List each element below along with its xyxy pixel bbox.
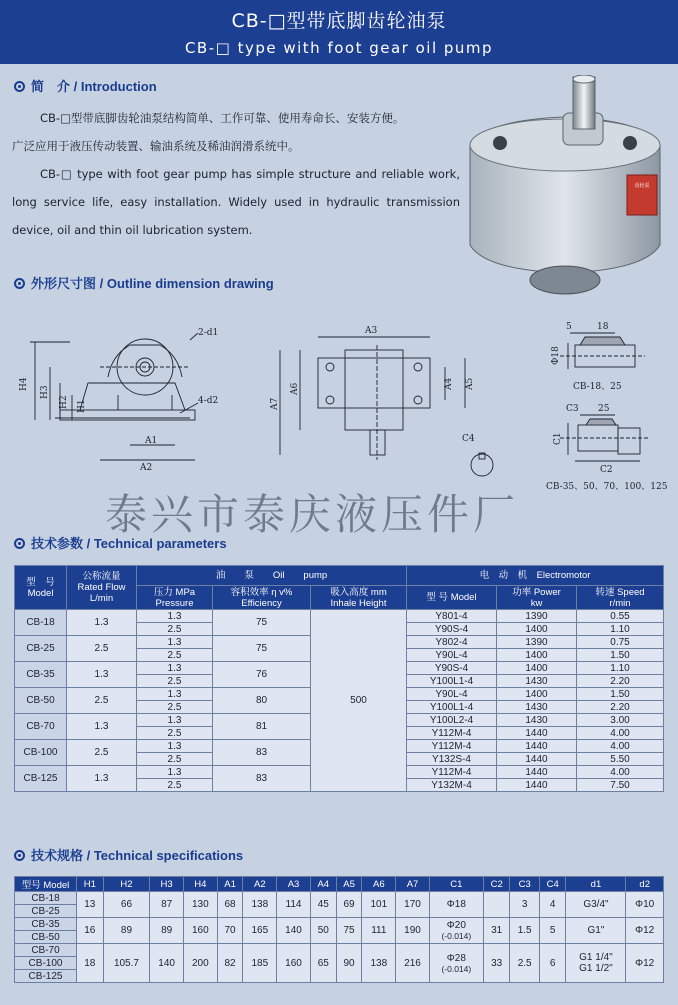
power-cell: 2.20 xyxy=(577,675,664,688)
nameplate xyxy=(627,175,657,215)
spec-c4-cell: 5 xyxy=(539,918,566,944)
spec-value-cell: 82 xyxy=(217,944,243,983)
spec-c3-cell: 2.5 xyxy=(510,944,539,983)
spec-value-cell: 89 xyxy=(150,918,184,944)
spec-header-cell: C1 xyxy=(429,877,483,892)
label-h1: H1 xyxy=(77,399,87,413)
efficiency-cell: 80 xyxy=(213,688,311,714)
label-5: 5 xyxy=(566,322,572,332)
motor-model-cell: Y90L-4 xyxy=(407,688,497,701)
shaft-detail-2 xyxy=(560,415,650,461)
pressure-cell: 1.3 xyxy=(137,636,213,649)
specs-section-title: 技术规格 / Technical specifications xyxy=(14,845,243,864)
power-cell: 0.55 xyxy=(577,610,664,623)
specs-table xyxy=(14,876,664,983)
motor-model-cell: Y100L1-4 xyxy=(407,701,497,714)
spec-value-cell: 45 xyxy=(310,892,336,918)
d1-value: G3/4" xyxy=(583,899,609,910)
label-a1: A1 xyxy=(145,436,158,446)
spec-value-cell: 101 xyxy=(362,892,396,918)
motor-model-cell: Y112M-4 xyxy=(407,727,497,740)
spec-header-cell: A5 xyxy=(336,877,362,892)
c1-tolerance: (-0.014) xyxy=(441,931,472,941)
efficiency-cell: 81 xyxy=(213,714,311,740)
label-a2: A2 xyxy=(140,463,153,473)
pressure-cell: 2.5 xyxy=(137,753,213,766)
inhale-cell: 500 xyxy=(311,610,407,792)
flow-cell: 2.5 xyxy=(67,636,137,662)
spec-value-cell: 170 xyxy=(396,892,430,918)
speed-cell: 1430 xyxy=(497,675,577,688)
speed-cell: 1440 xyxy=(497,766,577,779)
power-cell: 4.00 xyxy=(577,766,664,779)
model-cell: CB-70 xyxy=(15,714,67,740)
motor-model-cell: Y132S-4 xyxy=(407,753,497,766)
spec-d1-cell xyxy=(566,918,626,944)
spec-value-cell: 114 xyxy=(277,892,311,918)
power-cell: 1.10 xyxy=(577,623,664,636)
motor-model-cell: Y801-4 xyxy=(407,610,497,623)
spec-header-cell: d2 xyxy=(626,877,664,892)
spec-value-cell: 185 xyxy=(243,944,277,983)
pressure-cell: 2.5 xyxy=(137,623,213,636)
spec-header-cell: A1 xyxy=(217,877,243,892)
spec-c2-cell: 31 xyxy=(483,918,510,944)
power-cell: 5.50 xyxy=(577,753,664,766)
th-motor-model: 型 号 Model xyxy=(407,586,497,610)
spec-value-cell: 65 xyxy=(310,944,336,983)
label-25: 25 xyxy=(598,404,610,414)
spec-c1-cell xyxy=(429,918,483,944)
spec-value-cell: 140 xyxy=(150,944,184,983)
spec-header-cell: A2 xyxy=(243,877,277,892)
th-pressure: 压力 MPa Pressure xyxy=(137,586,213,610)
nameplate-text: 齿轮泵 xyxy=(634,183,650,189)
speed-cell: 1430 xyxy=(497,714,577,727)
power-cell: 7.50 xyxy=(577,779,664,792)
spec-model-cell: CB-100 xyxy=(15,957,77,970)
spec-d2-cell: Φ12 xyxy=(626,944,664,983)
d1-value: G1 1/2" xyxy=(579,963,613,974)
spec-value-cell: 160 xyxy=(183,918,217,944)
spec-header-cell: A3 xyxy=(277,877,311,892)
spec-header-cell: H4 xyxy=(183,877,217,892)
label-18: 18 xyxy=(597,322,609,332)
efficiency-cell: 83 xyxy=(213,766,311,792)
spec-header-cell: A6 xyxy=(362,877,396,892)
spec-header-cell: C2 xyxy=(483,877,510,892)
spec-value-cell: 160 xyxy=(277,944,311,983)
label-h3: H3 xyxy=(40,385,50,399)
model-cell: CB-100 xyxy=(15,740,67,766)
bullet-icon xyxy=(14,81,25,92)
intro-cn-line2: 广泛应用于液压传动装置、输油系统及稀油润滑系统中。 xyxy=(12,139,300,153)
spec-value-cell: 165 xyxy=(243,918,277,944)
bullet-icon xyxy=(14,538,25,549)
pressure-cell: 2.5 xyxy=(137,779,213,792)
spec-header-cell: H3 xyxy=(150,877,184,892)
c1-tolerance: (-0.014) xyxy=(441,963,472,974)
spec-value-cell: 140 xyxy=(277,918,311,944)
spec-value-cell: 90 xyxy=(336,944,362,983)
params-table xyxy=(14,565,664,792)
spec-value-cell: 16 xyxy=(77,918,104,944)
spec-header-cell: H2 xyxy=(103,877,150,892)
top-view xyxy=(280,337,493,476)
pressure-cell: 1.3 xyxy=(137,740,213,753)
c1-value: Φ20 xyxy=(446,920,466,931)
spec-d1-cell xyxy=(566,892,626,918)
spec-model-cell: CB-18 xyxy=(15,892,77,905)
pressure-cell: 2.5 xyxy=(137,649,213,662)
spec-value-cell: 138 xyxy=(362,944,396,983)
flow-cell: 1.3 xyxy=(67,662,137,688)
spec-c2-cell: 33 xyxy=(483,944,510,983)
intro-cn-line1: CB-□型带底脚齿轮油泵结构简单、工作可靠、使用寿命长、安装方便。 xyxy=(40,111,405,125)
flow-cell: 2.5 xyxy=(67,688,137,714)
spec-header-cell: A4 xyxy=(310,877,336,892)
power-cell: 3.00 xyxy=(577,714,664,727)
spec-value-cell: 69 xyxy=(336,892,362,918)
speed-cell: 1400 xyxy=(497,623,577,636)
spec-c2-cell xyxy=(483,892,510,918)
label-cb35-125: CB-35、50、70、100、125 xyxy=(546,482,668,492)
flow-cell: 1.3 xyxy=(67,610,137,636)
shaft-detail-1 xyxy=(560,333,645,369)
motor-model-cell: Y90S-4 xyxy=(407,623,497,636)
power-cell: 1.50 xyxy=(577,649,664,662)
efficiency-cell: 75 xyxy=(213,610,311,636)
label-4-d2: 4-d2 xyxy=(198,396,219,406)
power-cell: 1.50 xyxy=(577,688,664,701)
label-h2: H2 xyxy=(59,395,69,409)
d1-value: G1 1/4" xyxy=(579,952,613,963)
model-cell: CB-25 xyxy=(15,636,67,662)
speed-cell: 1400 xyxy=(497,688,577,701)
th-speed: 转速 Speed r/min xyxy=(577,586,664,610)
label-2-d1: 2-d1 xyxy=(198,328,219,338)
efficiency-cell: 76 xyxy=(213,662,311,688)
pressure-cell: 1.3 xyxy=(137,662,213,675)
spec-value-cell: 66 xyxy=(103,892,150,918)
spec-value-cell: 50 xyxy=(310,918,336,944)
label-c1: C1 xyxy=(553,432,563,445)
th-flow: 公称流量 Rated Flow L/min xyxy=(67,566,137,610)
spec-header-cell: C3 xyxy=(510,877,539,892)
watermark-text: 泰兴市泰庆液压件厂 xyxy=(105,490,520,539)
spec-value-cell: 70 xyxy=(217,918,243,944)
spec-value-cell: 13 xyxy=(77,892,104,918)
c1-value: Φ28 xyxy=(446,952,466,964)
spec-header-cell: 型号 Model xyxy=(15,877,77,892)
label-a6: A6 xyxy=(290,382,300,395)
motor-model-cell: Y112M-4 xyxy=(407,740,497,753)
motor-model-cell: Y90L-4 xyxy=(407,649,497,662)
speed-cell: 1390 xyxy=(497,636,577,649)
spec-value-cell: 89 xyxy=(103,918,150,944)
table-row xyxy=(15,918,664,931)
intro-text xyxy=(12,104,460,244)
speed-cell: 1400 xyxy=(497,662,577,675)
spec-c1-cell xyxy=(429,892,483,918)
pump-photo xyxy=(455,75,670,300)
outline-drawing xyxy=(0,295,678,495)
spec-model-cell: CB-70 xyxy=(15,944,77,957)
model-cell: CB-35 xyxy=(15,662,67,688)
spec-value-cell: 75 xyxy=(336,918,362,944)
outline-section-title: 外形尺寸图 / Outline dimension drawing xyxy=(14,273,274,292)
efficiency-cell: 75 xyxy=(213,636,311,662)
motor-model-cell: Y100L2-4 xyxy=(407,714,497,727)
intro-en-text: CB-□ type with foot gear pump has simple structure and reliable work, long service life, easy installation. Widely used in hydraulic transmission device, oil and thin oil lubrication system. xyxy=(12,167,460,237)
spec-model-cell: CB-50 xyxy=(15,931,77,944)
speed-cell: 1390 xyxy=(497,610,577,623)
pressure-cell: 2.5 xyxy=(137,727,213,740)
th-inhale: 吸入高度 mm Inhale Height xyxy=(311,586,407,610)
spec-value-cell: 138 xyxy=(243,892,277,918)
table-row xyxy=(15,610,664,623)
spec-c4-cell: 4 xyxy=(539,892,566,918)
spec-c4-cell: 6 xyxy=(539,944,566,983)
pressure-cell: 2.5 xyxy=(137,675,213,688)
speed-cell: 1400 xyxy=(497,649,577,662)
label-cb18-25: CB-18、25 xyxy=(573,382,622,392)
label-a5: A5 xyxy=(465,377,475,390)
bullet-icon xyxy=(14,278,25,289)
label-h4: H4 xyxy=(19,377,29,391)
spec-model-cell: CB-35 xyxy=(15,918,77,931)
spec-c3-cell: 3 xyxy=(510,892,539,918)
power-cell: 4.00 xyxy=(577,727,664,740)
spec-model-cell: CB-25 xyxy=(15,905,77,918)
spec-value-cell: 216 xyxy=(396,944,430,983)
header-cn-title: CB-□型带底脚齿轮油泵 xyxy=(231,10,447,32)
spec-value-cell: 111 xyxy=(362,918,396,944)
label-c3: C3 xyxy=(566,404,579,414)
power-cell: 0.75 xyxy=(577,636,664,649)
pressure-cell: 2.5 xyxy=(137,701,213,714)
spec-value-cell: 130 xyxy=(183,892,217,918)
motor-model-cell: Y112M-4 xyxy=(407,766,497,779)
spec-d2-cell: Φ10 xyxy=(626,892,664,918)
side-view xyxy=(30,333,198,460)
label-c4: C4 xyxy=(462,434,475,444)
spec-header-cell: A7 xyxy=(396,877,430,892)
flow-cell: 1.3 xyxy=(67,766,137,792)
spec-model-cell: CB-125 xyxy=(15,970,77,983)
model-cell: CB-50 xyxy=(15,688,67,714)
flow-cell: 1.3 xyxy=(67,714,137,740)
motor-model-cell: Y100L1-4 xyxy=(407,675,497,688)
speed-cell: 1440 xyxy=(497,753,577,766)
spec-d2-cell: Φ12 xyxy=(626,918,664,944)
spec-value-cell: 200 xyxy=(183,944,217,983)
label-a7: A7 xyxy=(270,397,280,410)
c1-value: Φ18 xyxy=(446,899,466,910)
flow-cell: 2.5 xyxy=(67,740,137,766)
speed-cell: 1440 xyxy=(497,740,577,753)
bullet-icon xyxy=(14,850,25,861)
th-eff: 容积效率 η v% Efficiency xyxy=(213,586,311,610)
spec-value-cell: 190 xyxy=(396,918,430,944)
table-row xyxy=(15,944,664,957)
speed-cell: 1440 xyxy=(497,727,577,740)
spec-d1-cell xyxy=(566,944,626,983)
page-header xyxy=(0,0,678,64)
speed-cell: 1430 xyxy=(497,701,577,714)
header-en-title: CB-□ type with foot gear oil pump xyxy=(184,39,494,57)
table-row xyxy=(15,892,664,905)
efficiency-cell: 83 xyxy=(213,740,311,766)
th-power: 功率 Power kw xyxy=(497,586,577,610)
spec-value-cell: 87 xyxy=(150,892,184,918)
pressure-cell: 1.3 xyxy=(137,766,213,779)
spec-header-cell: H1 xyxy=(77,877,104,892)
spec-header-cell: d1 xyxy=(566,877,626,892)
label-phi18: Φ18 xyxy=(551,346,561,365)
motor-model-cell: Y132M-4 xyxy=(407,779,497,792)
label-a4: A4 xyxy=(444,377,454,390)
model-cell: CB-125 xyxy=(15,766,67,792)
power-cell: 1.10 xyxy=(577,662,664,675)
spec-value-cell: 68 xyxy=(217,892,243,918)
speed-cell: 1440 xyxy=(497,779,577,792)
label-a3: A3 xyxy=(365,326,378,336)
pressure-cell: 1.3 xyxy=(137,610,213,623)
model-cell: CB-18 xyxy=(15,610,67,636)
d1-value: G1" xyxy=(587,925,605,936)
label-c2: C2 xyxy=(600,465,613,475)
spec-c3-cell: 1.5 xyxy=(510,918,539,944)
th-pump: 油 泵 Oil pump xyxy=(137,566,407,586)
intro-section-title: 简 介 / Introduction xyxy=(14,76,157,95)
th-motor: 电 动 机 Electromotor xyxy=(407,566,664,586)
params-section-title: 技术参数 / Technical parameters xyxy=(14,533,227,552)
th-model: 型 号 Model xyxy=(15,566,67,610)
spec-value-cell: 18 xyxy=(77,944,104,983)
pressure-cell: 1.3 xyxy=(137,714,213,727)
spec-c1-cell xyxy=(429,944,483,983)
spec-value-cell: 105.7 xyxy=(103,944,150,983)
pressure-cell: 1.3 xyxy=(137,688,213,701)
power-cell: 2.20 xyxy=(577,701,664,714)
spec-header-cell: C4 xyxy=(539,877,566,892)
motor-model-cell: Y90S-4 xyxy=(407,662,497,675)
power-cell: 4.00 xyxy=(577,740,664,753)
motor-model-cell: Y802-4 xyxy=(407,636,497,649)
